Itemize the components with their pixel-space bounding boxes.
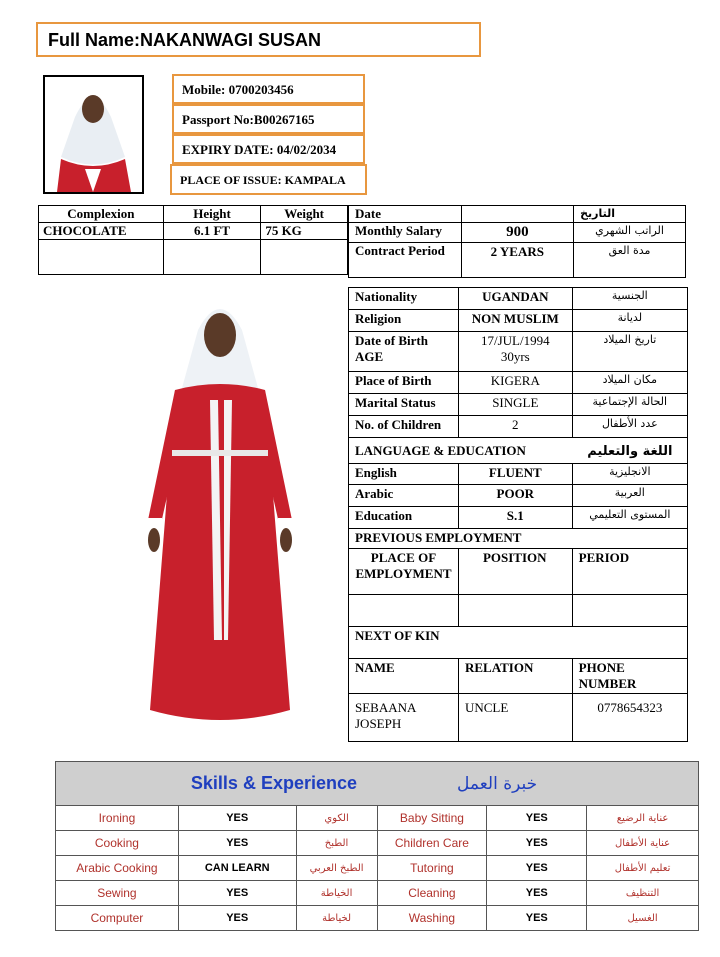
salary-label: Monthly Salary <box>349 223 462 243</box>
language-row: Arabic POOR العربية <box>349 485 688 507</box>
skill-name-ar: الطبخ العربي <box>296 856 377 881</box>
complexion-header: Complexion <box>39 206 164 223</box>
skill-value: CAN LEARN <box>178 856 296 881</box>
kin-relation: UNCLE <box>458 694 572 742</box>
salary-value: 900 <box>461 223 573 243</box>
employment-title: PREVIOUS EMPLOYMENT <box>349 529 688 549</box>
personal-table <box>348 287 688 742</box>
language-header-ar: اللغة والتعليم <box>587 443 673 459</box>
personal-row: Religion NON MUSLIM لديانة <box>349 310 688 332</box>
skill-name: Arabic Cooking <box>56 856 179 881</box>
kin-name: SEBAANA JOSEPH <box>349 694 459 742</box>
empty-cell <box>163 240 261 275</box>
skill-value: YES <box>178 831 296 856</box>
skill-name-ar: الخياطة <box>296 881 377 906</box>
expiry-field: EXPIRY DATE: 04/02/2034 <box>172 134 365 164</box>
employment-empty-row <box>349 595 688 627</box>
kin-value-row <box>349 694 688 742</box>
personal-row: Place of Birth KIGERA مكان الميلاد <box>349 372 688 394</box>
skills-title: Skills & Experience <box>190 773 357 793</box>
skill-name: Baby Sitting <box>377 806 487 831</box>
weight-header: Weight <box>261 206 348 223</box>
passport-field: Passport No:B00267165 <box>172 104 365 134</box>
language-header: LANGUAGE & EDUCATION <box>355 442 526 458</box>
skill-row <box>56 906 699 931</box>
skill-name: Ironing <box>56 806 179 831</box>
weight-value: 75 KG <box>261 223 348 240</box>
height-value: 6.1 FT <box>163 223 261 240</box>
employment-header-row: PLACE OF EMPLOYMENT POSITION PERIOD <box>349 549 688 595</box>
skill-name: Tutoring <box>377 856 487 881</box>
skill-name: Children Care <box>377 831 487 856</box>
date-label: Date <box>349 206 462 223</box>
skills-table <box>55 761 699 931</box>
employment-title-row <box>349 529 688 549</box>
skills-title-row <box>56 762 699 806</box>
portrait-image <box>45 77 142 192</box>
skill-row <box>56 831 699 856</box>
skill-name: Computer <box>56 906 179 931</box>
skill-value: YES <box>487 906 587 931</box>
height-header: Height <box>163 206 261 223</box>
personal-row: Date of Birth AGE 17/JUL/1994 30yrs تاريخ الميلاد <box>349 332 688 372</box>
language-row: English FLUENT الانجليزية <box>349 464 688 485</box>
skill-name-ar: عناية الرضيع <box>587 806 699 831</box>
place-of-issue-field: PLACE OF ISSUE: KAMPALA <box>170 164 367 195</box>
skill-name-ar: عناية الأطفال <box>587 831 699 856</box>
skill-name: Cooking <box>56 831 179 856</box>
skill-name-ar: لخياطة <box>296 906 377 931</box>
date-value <box>461 206 573 223</box>
full-name-box <box>36 22 481 57</box>
date-label-ar: التاريخ <box>574 206 686 223</box>
period-label: Contract Period <box>349 243 462 278</box>
full-name-value: NAKANWAGI SUSAN <box>140 30 322 50</box>
skill-value: YES <box>178 806 296 831</box>
kin-title-row <box>349 627 688 659</box>
contract-table <box>348 205 686 278</box>
skill-row <box>56 881 699 906</box>
skills-title-ar: خبرة العمل <box>457 773 538 794</box>
kin-phone: 0778654323 <box>572 694 687 742</box>
personal-row: Nationality UGANDAN الجنسية <box>349 288 688 310</box>
physical-table <box>38 205 348 275</box>
skill-value: YES <box>487 881 587 906</box>
skill-name-ar: الطبخ <box>296 831 377 856</box>
mobile-field: Mobile: 0700203456 <box>172 74 365 104</box>
skill-value: YES <box>487 806 587 831</box>
skill-row <box>56 806 699 831</box>
full-name-label: Full Name: <box>48 30 141 50</box>
period-label-ar: مدة العق <box>574 243 686 278</box>
passport-photo <box>43 75 144 194</box>
kin-header-row: NAME RELATION PHONE NUMBER <box>349 659 688 694</box>
skill-value: YES <box>487 856 587 881</box>
kin-title: NEXT OF KIN <box>349 627 688 659</box>
language-row: Education S.1 المستوى التعليمي <box>349 507 688 529</box>
skill-name-ar: الكوي <box>296 806 377 831</box>
skill-name: Washing <box>377 906 487 931</box>
personal-row: No. of Children 2 عدد الأطفال <box>349 416 688 438</box>
skill-name-ar: التنظيف <box>587 881 699 906</box>
language-header-row <box>349 438 688 464</box>
skill-name: Sewing <box>56 881 179 906</box>
complexion-value: CHOCOLATE <box>39 223 164 240</box>
skill-name-ar: تعليم الأطفال <box>587 856 699 881</box>
skill-value: YES <box>178 906 296 931</box>
empty-cell <box>39 240 164 275</box>
salary-label-ar: الراتب الشهري <box>574 223 686 243</box>
period-value: 2 YEARS <box>461 243 573 278</box>
skill-name-ar: الغسيل <box>587 906 699 931</box>
skill-row <box>56 856 699 881</box>
personal-row: Marital Status SINGLE الحالة الإجتماعية <box>349 394 688 416</box>
skill-value: YES <box>487 831 587 856</box>
empty-cell <box>261 240 348 275</box>
skill-name: Cleaning <box>377 881 487 906</box>
full-body-photo <box>140 290 300 730</box>
skill-value: YES <box>178 881 296 906</box>
full-body-image <box>140 290 300 730</box>
